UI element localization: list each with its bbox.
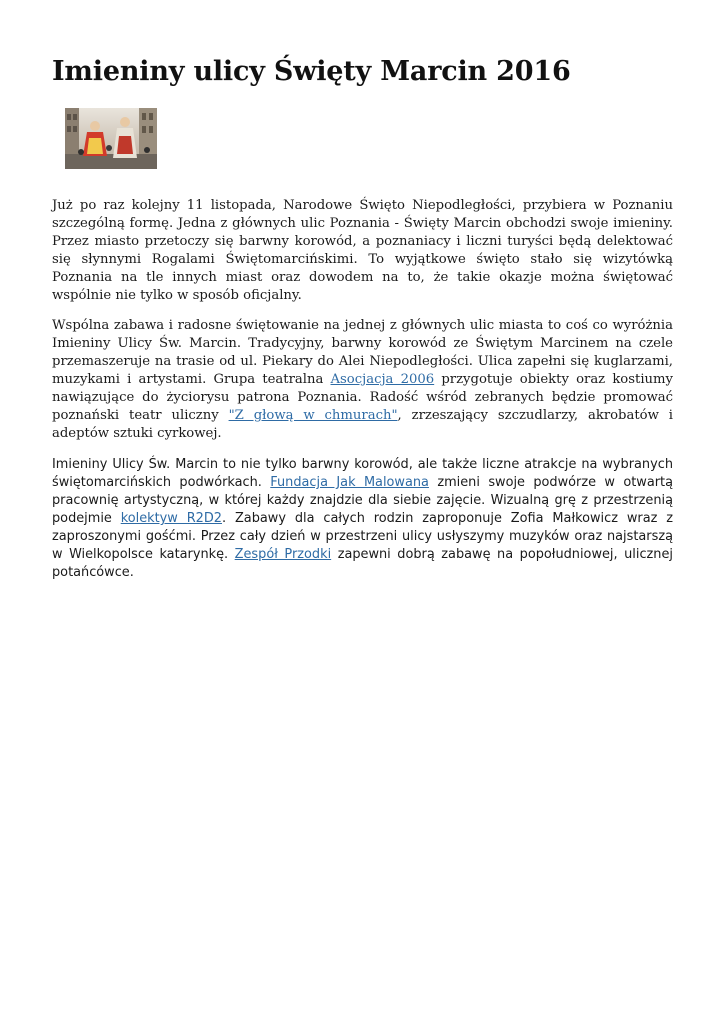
paragraph-intro: Już po raz kolejny 11 listopada, Narodowe Święto Niepodległości, przybiera w Poznaniu szczególną formę. Jedna z głównych ulic Poznania - Święty Marcin obchodzi swoje imieniny. Przez miasto przetoczy się barwny korowód, a poznaniacy i liczni turyści będą delektować się słynnymi Rogalami Świętomarcińskimi. To wyjątkowe święto stało się wizytówką Poznania na tle innych miast oraz dowodem na to, że takie okazje można świętować wspólnie nie tylko w sposób oficjalny.: [52, 198, 673, 303]
link-zespol-przodki[interactable]: Zespół Przodki: [234, 547, 332, 562]
paragraph-text: zmieni swoje podwórze w otwartą pracownię artystyczną, w której każdy znajdzie dla siebie zajęcie. Wizualną grę z przestrzenią podejmie: [52, 475, 674, 526]
paragraph-attractions: [52, 456, 673, 582]
page-title: Imieniny ulicy Święty Marcin 2016: [52, 56, 571, 87]
paragraph-celebration: [52, 317, 673, 443]
parade-photo: [65, 108, 157, 169]
parade-photo-icon: [65, 108, 157, 169]
link-asocjacja-2006[interactable]: Asocjacja 2006: [330, 372, 435, 387]
paragraph-text: , zrzeszający szczudlarzy, akrobatów i adeptów sztuki cyrkowej.: [52, 408, 673, 441]
paragraph-text: przygotuje obiekty oraz kostiumy nawiązujące do życiorysu patrona Poznania. Radość wśród zebranych będzie promować poznański teatr uliczny: [52, 372, 673, 423]
link-kolektyw-r2d2[interactable]: kolektyw R2D2: [120, 511, 222, 526]
link-z-glowa-w-chmurach[interactable]: "Z głową w chmurach": [228, 408, 398, 423]
paragraph-text: zapewni dobrą zabawę na popołudniowej, ulicznej potańcówce.: [52, 547, 673, 580]
paragraph-text: Imieniny Ulicy Św. Marcin to nie tylko barwny korowód, ale także liczne atrakcje na wybranych świętomarcińskich podwórkach.: [52, 457, 673, 490]
paragraph-text: . Zabawy dla całych rodzin zaproponuje Zofia Małkowicz wraz z zaproszonymi gośćmi. Przez cały dzień w przestrzeni ulicy usłyszymy muzyków oraz najstarszą w Wielkopolsce katarynkę.: [52, 511, 674, 562]
link-fundacja-jak-malowana[interactable]: Fundacja Jak Malowana: [270, 475, 429, 490]
paragraph-text: Wspólna zabawa i radosne świętowanie na jednej z głównych ulic miasta to coś co wyróżnia Imieniny Ulicy Św. Marcin. Tradycyjny, barwny korowód ze Świętym Marcinem na czele przemaszeruje na trasie od ul. Piekary do Alei Niepodległości. Ulica zapełni się kuglarzami, muzykami i artystami. Grupa teatralna: [52, 318, 673, 387]
